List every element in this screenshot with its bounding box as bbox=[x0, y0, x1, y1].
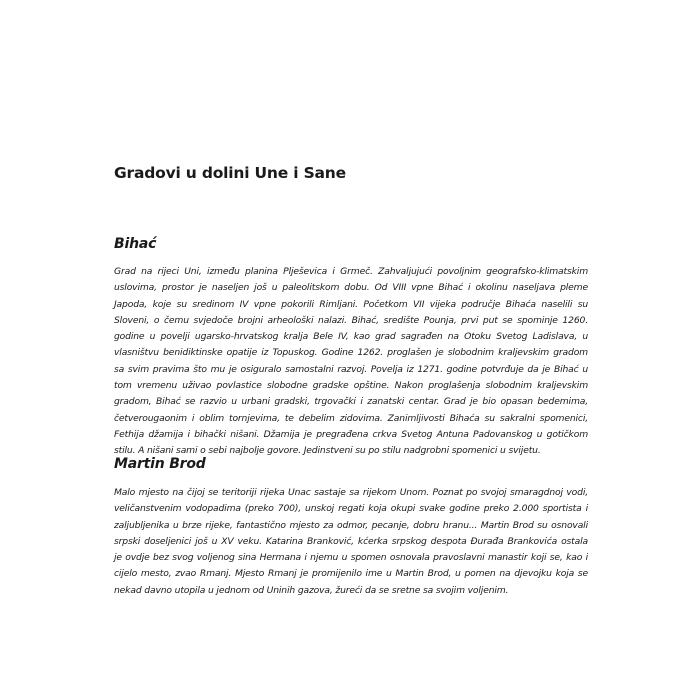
text-line: Malo mjesto na čijoj se teritoriji rijeka Unac sastaje sa rijekom Unom. Poznat po svojoj smaragdnoj vodi, bbox=[114, 487, 588, 498]
text-line: sa svim pravima što mu je osiguralo samostalni razvoj. Povelja iz 1271. godine potvrđuje da je Bihać u bbox=[114, 363, 588, 375]
text-line: veličanstvenim vodopadima (preko 700), unskoj regati koja okupi svake godine preko 2.000 sportista i bbox=[114, 503, 588, 515]
section-heading-bihac: Bihać bbox=[114, 236, 157, 252]
text-line: uslovima, prostor je naseljen još u paleolitskom dobu. Od VIII vpne Bihać i okolinu naseljava pleme bbox=[114, 282, 588, 294]
text-line: tom vremenu uživao povlastice slobodne gradske opštine. Nakon proglašenja slobodnim kraljevskim bbox=[114, 380, 588, 392]
text-line: Japoda, koje su sredinom IV vpne pokorili Rimljani. Početkom VII vijeka područje Bihaća naselili su bbox=[114, 298, 588, 310]
text-line: stilu. A nišani sami o sebi najbolje govore. Jedinstveni su po stilu nadgrobni spomenici u svijetu. bbox=[114, 445, 541, 457]
text-line: godine u povelji ugarsko-hrvatskog kralja Bele IV, kao grad sagrađen na Otoku Svetog Ladislava, u bbox=[114, 331, 588, 343]
text-line: je ovdje bez svog voljenog sina Hermana i njemu u spomen osnovala pravoslavni manastir koji se, kao i bbox=[114, 552, 588, 564]
text-line: cijelo mesto, zvao Rmanj. Mjesto Rmanj je promijenilo ime u Martin Brod, u pomen na djevojku koja se bbox=[114, 568, 588, 580]
text-line: srpski doseljenici još u XV veku. Katarina Branković, kćerka srpskog despota Đurađa Brankovića ostala bbox=[114, 535, 588, 547]
text-line: Grad na rijeci Uni, između planina Plješevica i Grmeč. Zahvaljujući povoljnim geografsko-klimatskim bbox=[114, 266, 588, 277]
text-line: Sloveni, o čemu svjedoče brojni arheološki nalazi. Bihać, središte Pounja, prvi put se spominje 1260. bbox=[114, 314, 588, 326]
text-line: četverougaonim i oblim tornjevima, te debelim zidovima. Zanimljivosti Bihaća su sakralni spomenici, bbox=[114, 412, 588, 424]
page-title: Gradovi u dolini Une i Sane bbox=[114, 164, 346, 182]
paragraph-martin-brod bbox=[114, 485, 588, 599]
text-line: gradom, Bihać se razvio u urbani gradski, trgovački i zanatski centar. Grad je bio opasan bedemima, bbox=[114, 396, 588, 408]
text-line: zaljubljenika u brze rijeke, fantastično mjesto za odmor, pecanje, dobru hranu... Martin Brod su osnovali bbox=[114, 519, 588, 531]
text-line: Fethija džamija i bihački nišani. Džamija je pregrađena crkva Svetog Antuna Padovanskog u gotičkom bbox=[114, 428, 588, 440]
text-line: nekad davno utopila u jednom od Uninih gazova, žureći da se sretne sa svojim voljenim. bbox=[114, 584, 509, 596]
section-heading-martin-brod: Martin Brod bbox=[114, 456, 206, 472]
text-line: vlasništvu benidiktinske opatije iz Topuskog. Godine 1262. proglašen je slobodnim kraljevskim gradom bbox=[114, 347, 588, 359]
paragraph-bihac bbox=[114, 264, 588, 460]
